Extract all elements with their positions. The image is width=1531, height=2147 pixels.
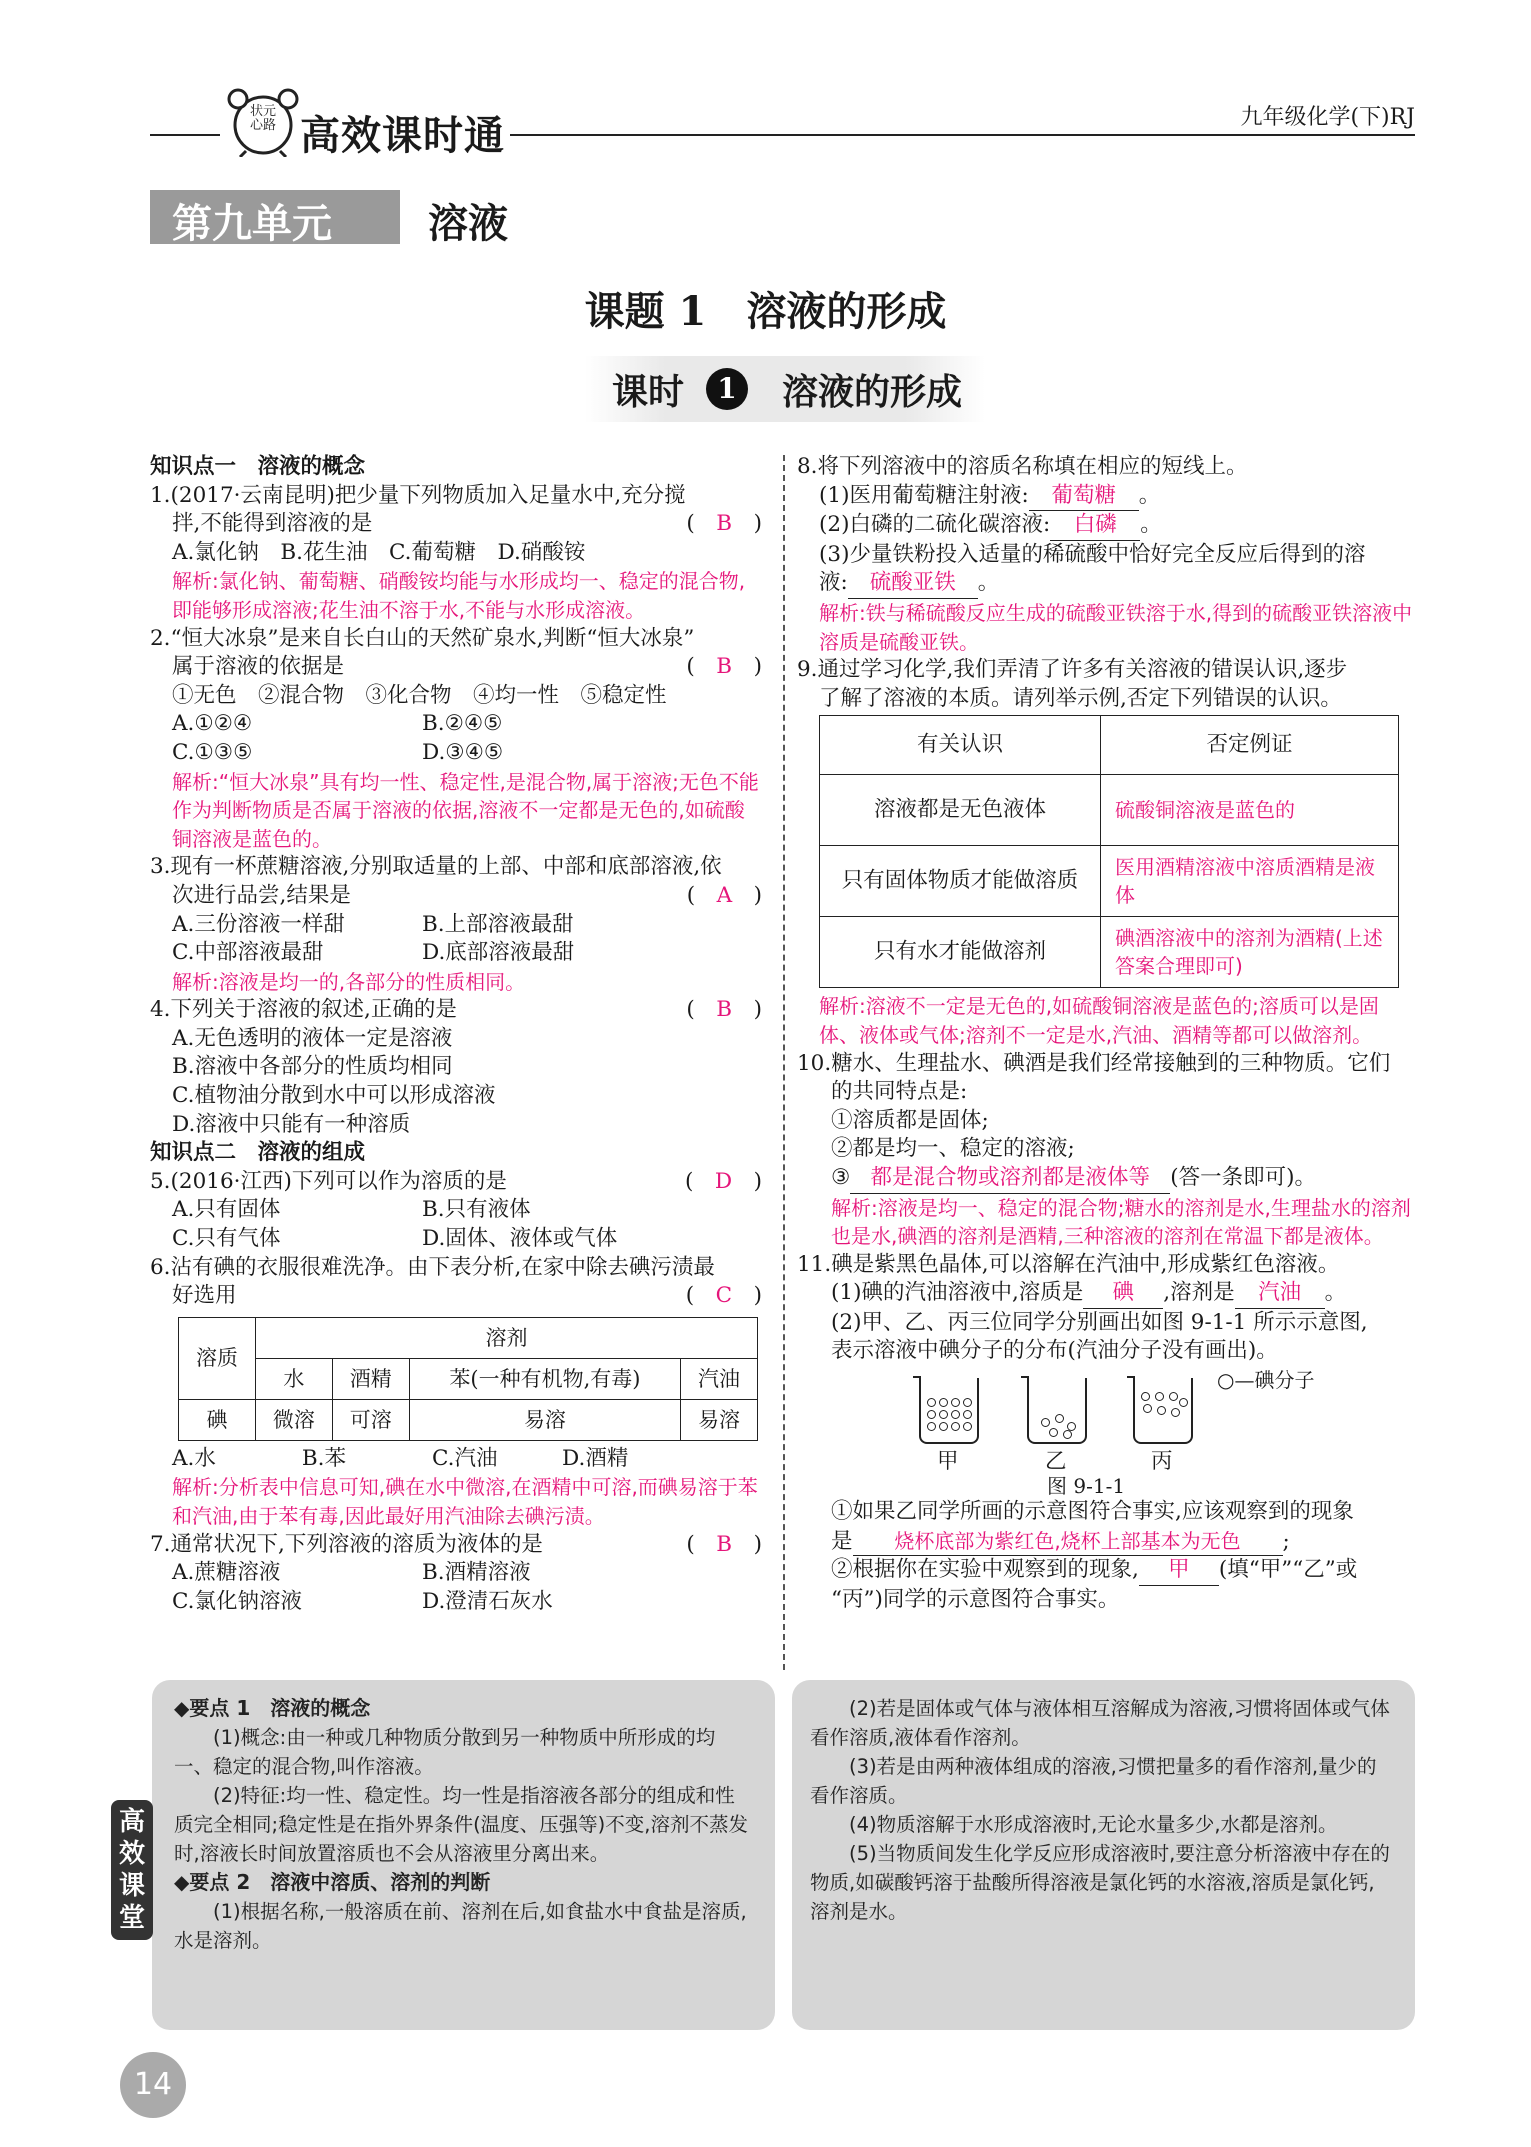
question-7: 7.通常状况下,下列溶液的溶质为液体的是 ( B ) A.蔗糖溶液 B.酒精溶液 C.氯化钠溶液 D.澄清石灰水 — [150, 1531, 762, 1614]
q7-answer: B — [716, 1531, 733, 1557]
session-number: 1 — [717, 372, 737, 405]
q6-analysis: 解析:分析表中信息可知,碘在水中微溶,在酒精中可溶,而碘易溶于苯和汽油,由于苯有毒,因此最好用汽油除去碘污渍。 — [172, 1475, 758, 1528]
header-grade: 九年级化学(下)RJ — [1240, 105, 1415, 130]
q5-answer: D — [714, 1168, 733, 1194]
q10-blank: 都是混合物或溶剂都是液体等 — [850, 1164, 1170, 1194]
column-divider — [783, 455, 785, 1670]
q11-blank-1: 碘 — [1083, 1279, 1163, 1309]
question-5: 5.(2016·江西)下列可以作为溶质的是 ( D ) A.只有固体 B.只有液体 C.只有气体 D.固体、液体或气体 — [150, 1168, 762, 1252]
q11-blank-2: 汽油 — [1235, 1279, 1325, 1309]
table-row: 只有水才能做溶剂 碘酒溶液中的溶剂为酒精(上述答案合理即可) — [820, 917, 1399, 988]
knowledge-point-1: 知识点一 溶液的概念 — [150, 454, 366, 479]
q2-answer: B — [716, 654, 733, 680]
header-rule-right — [510, 134, 1415, 136]
question-8: 8.将下列溶液中的溶质名称填在相应的短线上。 (1)医用葡萄糖注射液: 葡萄糖 。 (2)白磷的二硫化碳溶液: 白磷 。 (3)少量铁粉投入适量的稀硫酸中恰好完全反应后得到的溶 液: 硫酸亚铁 。 解析:铁与稀硫酸反应生成的硫酸亚铁溶于水,得到的硫酸亚铁溶液中溶质是硫酸亚铁。 — [797, 453, 1415, 656]
side-tab — [111, 1800, 153, 1940]
q11-blank-3: 烧杯底部为紫红色,烧杯上部基本为无色 — [853, 1527, 1283, 1557]
label-bing: 丙 — [1151, 1449, 1173, 1475]
beaker-jia — [919, 1378, 979, 1444]
right-column — [797, 453, 1415, 1614]
q3-analysis: 解析:溶液是均一的,各部分的性质相同。 — [172, 969, 526, 994]
figure-legend: ○—碘分子 — [1217, 1368, 1315, 1393]
question-1: 1.(2017·云南昆明)把少量下列物质加入足量水中,充分搅 拌,不能得到溶液的是 ( B ) A.氯化钠 B.花生油 C.葡萄糖 D.硝酸铵 解析:氯化钠、葡萄糖、硝酸铵均能与水形成均一、稳定的混合物,即能够形成溶液;花生油不溶于水,不能与水形成溶液。 — [150, 482, 762, 625]
solubility-table: 溶质 溶剂 水 酒精 苯(一种有机物,有毒) 汽油 碘 微溶 可溶 易溶 易溶 — [178, 1317, 758, 1441]
header-logo-text: 高效课时通 — [300, 113, 505, 159]
q9-analysis: 解析:溶液不一定是无色的,如硫酸铜溶液是蓝色的;溶质可以是固体、液体或气体;溶剂不一定是水,汽油、酒精等都可以做溶剂。 — [819, 994, 1379, 1047]
q3-answer: A — [716, 882, 733, 908]
question-10: 10.糖水、生理盐水、碘酒是我们经常接触到的三种物质。它们 的共同特点是: ①溶质都是固体; ②都是均一、稳定的溶液; ③ 都是混合物或溶剂都是液体等 (答一条即可)。 解析:溶液是均一、稳定的混合物;糖水的溶剂是水,生理盐水的溶剂也是水,碘酒的溶剂是酒精,三种溶液的溶剂在常温下都是液体。 — [797, 1050, 1415, 1251]
table-row: 碘 微溶 可溶 易溶 易溶 — [179, 1399, 758, 1440]
table-row: 溶液都是无色液体 硫酸铜溶液是蓝色的 — [820, 775, 1399, 846]
question-11: 11.碘是紫黑色晶体,可以溶解在汽油中,形成紫红色溶液。 (1)碘的汽油溶液中,溶质是 碘 ,溶剂是 汽油 。 (2)甲、乙、丙三位同学分别画出如图 9-1-1 所示示意图, 表示溶液中碘分子的分布(汽油分子没有画出)。 ○—碘分子 甲 乙 丙 图 9-1-1 ①如果乙同学所画的示意图符合事实,应该观察到的现象 是 烧杯底部为紫红色,烧杯上部基本为无色 ; ②根据你在实验中观察到的现象, 甲 (填“甲”“乙”或 “丙”)同学的示意图符合事实。 — [797, 1251, 1415, 1615]
question-6: 6.沾有碘的衣服很难洗净。由下表分析,在家中除去碘污渍最 好选用 ( C ) 溶质 溶剂 水 酒精 苯(一种有机物,有毒) 汽油 碘 微溶 可溶 易溶 易溶 A.水 B.苯 C.汽油 D.酒精 解析:分析表中信息可知,碘在水中微溶,在酒精中可溶,而碘易溶于苯和汽油,由于苯有毒,因此最好用汽油除去碘污渍。 — [150, 1254, 762, 1531]
key-point-1-heading: ◆要点 1 溶液的概念 — [174, 1696, 371, 1720]
session-number-badge — [706, 368, 748, 410]
beaker-yi — [1027, 1378, 1087, 1444]
q8-blank-3: 硫酸亚铁 — [848, 569, 978, 599]
question-4: 4.下列关于溶液的叙述,正确的是 ( B ) A.无色透明的液体一定是溶液 B.溶液中各部分的性质均相同 C.植物油分散到水中可以形成溶液 D.溶液中只能有一种溶质 — [150, 997, 762, 1137]
key-points-box-left: ◆要点 1 溶液的概念 (1)概念:由一种或几种物质分散到另一种物质中所形成的均一、稳定的混合物,叫作溶液。 (2)特征:均一性、稳定性。均一性是指溶液各部分的组成和性质完全相同;稳定性是在指外界条件(温度、压强等)不变,溶剂不蒸发时,溶液长时间放置溶质也不会从溶液里分离出来。 ◆要点 2 溶液中溶质、溶剂的判断 (1)根据名称,一般溶质在前、溶剂在后,如食盐水中食盐是溶质,水是溶剂。 — [152, 1680, 775, 2030]
session-title: 溶液的形成 — [782, 371, 963, 413]
question-2: 2.“恒大冰泉”是来自长白山的天然矿泉水,判断“恒大冰泉” 属于溶液的依据是 ( B ) ①无色 ②混合物 ③化合物 ④均一性 ⑤稳定性 A.①②④ B.②④⑤ C.①③⑤ D.③④⑤ 解析:“恒大冰泉”具有均一性、稳定性,是混合物,属于溶液;无色不能作为判断物质是否属于溶液的依据,溶液不一定都是无色的,如硫酸铜溶液是蓝色的。 — [150, 625, 762, 854]
side-tab-label: 高效课堂 — [118, 1807, 145, 1933]
label-yi: 乙 — [1045, 1449, 1067, 1475]
table-row: 只有固体物质才能做溶质 医用酒精溶液中溶质酒精是液体 — [820, 846, 1399, 917]
knowledge-point-2: 知识点二 溶液的组成 — [150, 1140, 366, 1166]
header-rule-left — [150, 134, 220, 136]
q6-answer: C — [715, 1283, 733, 1309]
session-prefix: 课时 — [612, 371, 685, 413]
q10-analysis: 解析:溶液是均一、稳定的混合物;糖水的溶剂是水,生理盐水的溶剂也是水,碘酒的溶剂是酒精,三种溶液的溶剂在常温下都是液体。 — [831, 1195, 1411, 1249]
unit-title: 溶液 — [428, 201, 508, 247]
unit-label: 第九单元 — [172, 201, 332, 247]
question-9: 9.通过学习化学,我们弄清了许多有关溶液的错误认识,逐步 了解了溶液的本质。请列举示例,否定下列错误的认识。 有关认识 否定例证 溶液都是无色液体 硫酸铜溶液是蓝色的 只有固体物质才能做溶质 医用酒精溶液中溶质酒精是液体 只有水才能做溶剂 碘酒溶液中的溶剂为酒精(上述答案合理即可) 解析:溶液不一定是无色的,如硫酸铜溶液是蓝色的;溶质可以是固体、液体或气体;溶剂不一定是水,汽油、酒精等都可以做溶剂。 — [797, 656, 1415, 1049]
q1-analysis: 解析:氯化钠、葡萄糖、硝酸铵均能与水形成均一、稳定的混合物,即能够形成溶液;花生油不溶于水,不能与水形成溶液。 — [172, 569, 746, 622]
q1-answer: B — [716, 511, 733, 537]
q2-analysis: 解析:“恒大冰泉”具有均一性、稳定性,是混合物,属于溶液;无色不能作为判断物质是否属于溶液的依据,溶液不一定都是无色的,如硫酸铜溶液是蓝色的。 — [172, 769, 759, 851]
label-jia: 甲 — [937, 1449, 959, 1475]
figure-9-1-1 — [797, 1366, 1415, 1498]
header-logo — [218, 85, 308, 157]
q4-answer: B — [716, 997, 733, 1023]
left-column — [150, 453, 762, 1616]
page-number: 14 — [133, 2067, 173, 2102]
q8-analysis: 解析:铁与稀硫酸反应生成的硫酸亚铁溶于水,得到的硫酸亚铁溶液中溶质是硫酸亚铁。 — [819, 600, 1413, 654]
key-point-2-heading: ◆要点 2 溶液中溶质、溶剂的判断 — [174, 1870, 491, 1894]
q8-blank-1: 葡萄糖 — [1029, 482, 1139, 512]
figure-caption: 图 9-1-1 — [1047, 1474, 1126, 1499]
page-number-badge — [120, 2052, 186, 2118]
q11-blank-4: 甲 — [1139, 1556, 1219, 1586]
misconception-table: 有关认识 否定例证 溶液都是无色液体 硫酸铜溶液是蓝色的 只有固体物质才能做溶质 医用酒精溶液中溶质酒精是液体 只有水才能做溶剂 碘酒溶液中的溶剂为酒精(上述答案合理即可) — [819, 715, 1399, 988]
q8-blank-2: 白磷 — [1050, 511, 1140, 541]
logo-badge: 状元心路 — [249, 104, 276, 133]
question-3: 3.现有一杯蔗糖溶液,分别取适量的上部、中部和底部溶液,依 次进行品尝,结果是 ( A ) A.三份溶液一样甜 B.上部溶液最甜 C.中部溶液最甜 D.底部溶液最甜 解析:溶液是均一的,各部分的性质相同。 — [150, 853, 762, 996]
lesson-title: 课题 1 溶液的形成 — [584, 288, 947, 335]
beaker-bing — [1133, 1378, 1193, 1444]
key-points-box-right: (2)若是固体或气体与液体相互溶解成为溶液,习惯将固体或气体看作溶质,液体看作溶剂。 (3)若是由两种液体组成的溶液,习惯把量多的看作溶剂,量少的看作溶质。 (4)物质溶解于水形成溶液时,无论水量多少,水都是溶剂。 (5)当物质间发生化学反应形成溶液时,要注意分析溶液中存在的物质,如碳酸钙溶于盐酸所得溶液是氯化钙的水溶液,溶质是氯化钙,溶剂是水。 — [792, 1680, 1415, 2030]
